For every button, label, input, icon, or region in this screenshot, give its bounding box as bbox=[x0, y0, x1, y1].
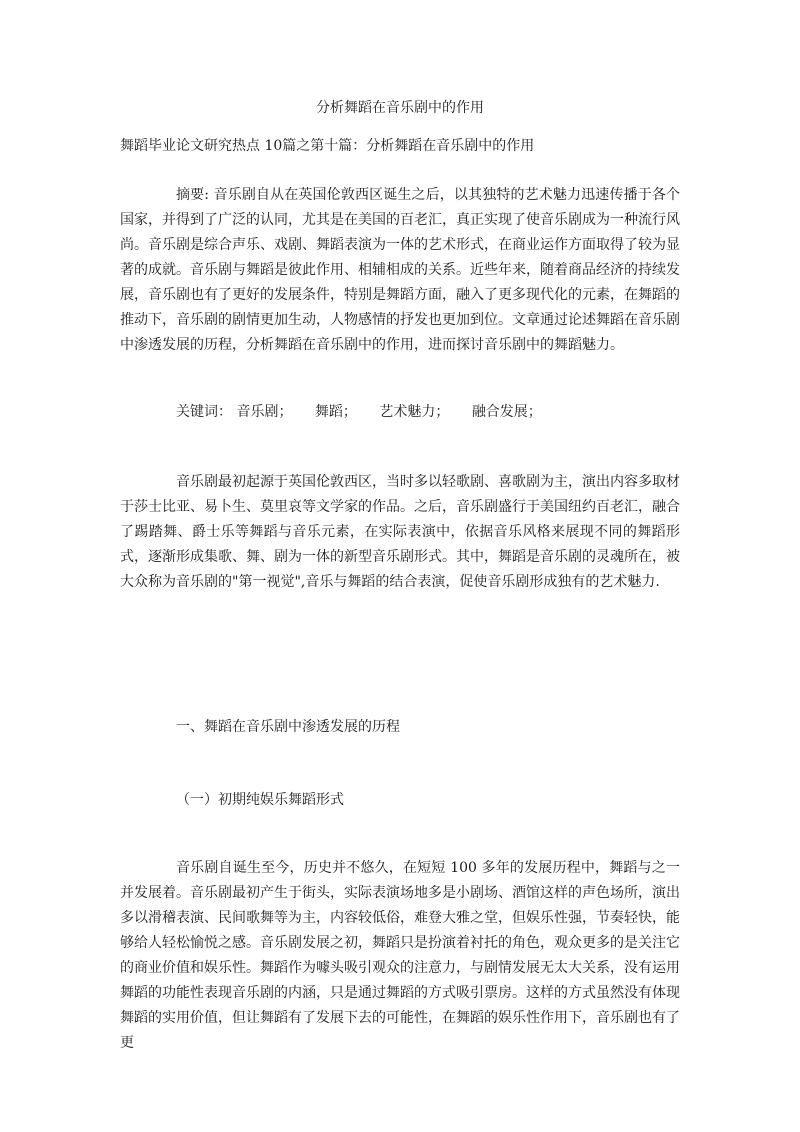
document-title: 分析舞蹈在音乐剧中的作用 bbox=[316, 100, 484, 116]
keyword-item: 融合发展； bbox=[471, 404, 542, 420]
keyword-item: 舞蹈； bbox=[314, 404, 357, 420]
document-subtitle: 舞蹈毕业论文研究热点 10篇之第十篇：分析舞蹈在音乐剧中的作用 bbox=[120, 138, 535, 154]
keyword-item: 音乐剧； bbox=[236, 404, 293, 420]
keywords-label: 关键词： bbox=[176, 404, 232, 420]
keyword-item: 艺术魅力； bbox=[379, 404, 450, 420]
subsection-heading: （一）初期纯娱乐舞蹈形式 bbox=[176, 792, 344, 808]
section-heading: 一、舞蹈在音乐剧中渗透发展的历程 bbox=[176, 719, 400, 735]
keywords-line bbox=[176, 402, 560, 422]
intro-paragraph: 音乐剧最初起源于英国伦敦西区，当时多以轻歌剧、喜歌剧为主，演出内容多取材于莎士比亚、易卜生、莫里哀等文学家的作品。之后，音乐剧盛行于美国纽约百老汇，融合了踢踏舞、爵士乐等舞蹈与音乐元素，在实际表演中，依据音乐风格来展现不同的舞蹈形式，逐渐形成集歌、舞、剧为一体的新型音乐剧形式。其中，舞蹈是音乐剧的灵魂所在，被大众称为音乐剧的"第一视觉",音乐与舞蹈的结合表演，促使音乐剧形成独有的艺术魅力. bbox=[120, 474, 680, 590]
body-paragraph: 音乐剧自诞生至今，历史并不悠久，在短短 100 多年的发展历程中，舞蹈与之一并发展着。音乐剧最初产生于街头，实际表演场地多是小剧场、酒馆这样的声色场所，演出多以滑稽表演、民间歌舞等为主，内容较低俗，难登大雅之堂，但娱乐性强，节奏轻快，能够给人轻松愉悦之感。音乐剧发展之初，舞蹈只是扮演着衬托的角色，观众更多的是关注它的商业价值和娱乐性。舞蹈作为噱头吸引观众的注意力，与剧情发展无太大关系，没有运用舞蹈的功能性表现音乐剧的内涵，只是通过舞蹈的方式吸引票房。这样的方式虽然没有体现舞蹈的实用价值，但让舞蹈有了发展下去的可能性，在舞蹈的娱乐性作用下，音乐剧也有了更 bbox=[120, 860, 680, 1051]
abstract-paragraph: 摘要: 音乐剧自从在英国伦敦西区诞生之后，以其独特的艺术魅力迅速传播于各个国家，并得到了广泛的认同，尤其是在美国的百老汇，真正实现了使音乐剧成为一种流行风尚。音乐剧是综合声乐、戏剧、舞蹈表演为一体的艺术形式，在商业运作方面取得了较为显著的成就。音乐剧与舞蹈是彼此作用、相辅相成的关系。近些年来，随着商品经济的持续发展，音乐剧也有了更好的发展条件，特别是舞蹈方面，融入了更多现代化的元素，在舞蹈的推动下，音乐剧的剧情更加生动，人物感情的抒发也更加到位。文章通过论述舞蹈在音乐剧中渗透发展的历程，分析舞蹈在音乐剧中的作用，进而探讨音乐剧中的舞蹈魅力。 bbox=[120, 187, 680, 353]
